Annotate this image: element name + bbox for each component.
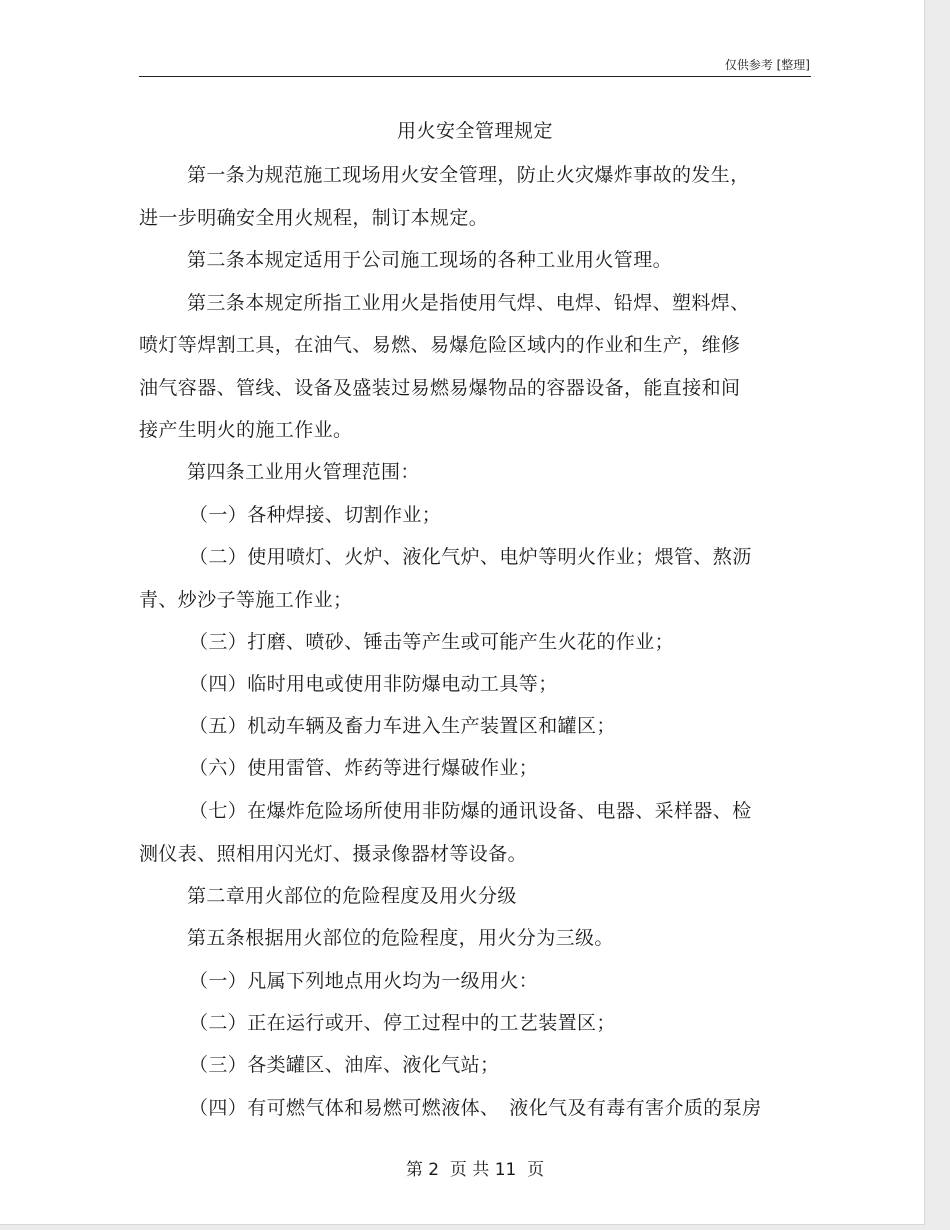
body-line: （四）有可燃气体和易燃可燃液体、 液化气及有毒有害介质的泵房 xyxy=(189,1097,762,1119)
body-line: （一）凡属下列地点用火均为一级用火： xyxy=(189,970,539,992)
header-rule xyxy=(139,76,811,77)
body-line: （七）在爆炸危险场所使用非防爆的通讯设备、电器、采样器、检 xyxy=(189,800,752,822)
page-number: 第 2 页 共 11 页 xyxy=(405,1160,545,1180)
body-line: 第一条为规范施工现场用火安全管理，防止火灾爆炸事故的发生， xyxy=(187,164,750,186)
body-line: （一）各种焊接、切割作业； xyxy=(189,504,442,526)
document-title: 用火安全管理规定 xyxy=(396,120,553,142)
body-line: 第四条工业用火管理范围： xyxy=(187,461,420,483)
body-line: 油气容器、管线、设备及盛装过易燃易爆物品的容器设备，能直接和间 xyxy=(139,377,741,399)
body-line: （四）临时用电或使用非防爆电动工具等； xyxy=(189,673,558,695)
body-line: （五）机动车辆及畜力车进入生产装置区和罐区； xyxy=(189,715,616,737)
body-line: 进一步明确安全用火规程，制订本规定。 xyxy=(139,207,489,229)
chapter-heading: 第二章用火部位的危险程度及用火分级 xyxy=(187,885,517,907)
body-line: （三）各类罐区、油库、液化气站； xyxy=(189,1054,500,1076)
body-line: 青、炒沙子等施工作业； xyxy=(139,589,353,611)
body-line: 第二条本规定适用于公司施工现场的各种工业用火管理。 xyxy=(187,249,673,271)
body-line: （三）打磨、喷砂、锤击等产生或可能产生火花的作业； xyxy=(189,631,675,653)
header-note: 仅供参考 [整理] xyxy=(724,58,810,72)
body-line: 测仪表、照相用闪光灯、摄录像器材等设备。 xyxy=(139,843,528,865)
body-line: （六）使用雷管、炸药等进行爆破作业； xyxy=(189,757,539,779)
body-line: 接产生明火的施工作业。 xyxy=(139,419,353,441)
body-line: （二）使用喷灯、火炉、液化气炉、电炉等明火作业；煨管、熬沥 xyxy=(189,546,752,568)
body-line: 喷灯等焊割工具，在油气、易燃、易爆危险区域内的作业和生产，维修 xyxy=(139,334,741,356)
body-line: 第五条根据用火部位的危险程度，用火分为三级。 xyxy=(187,927,614,949)
body-line: （二）正在运行或开、停工过程中的工艺装置区； xyxy=(189,1012,616,1034)
body-line: 第三条本规定所指工业用火是指使用气焊、电焊、铅焊、塑料焊、 xyxy=(187,292,750,314)
